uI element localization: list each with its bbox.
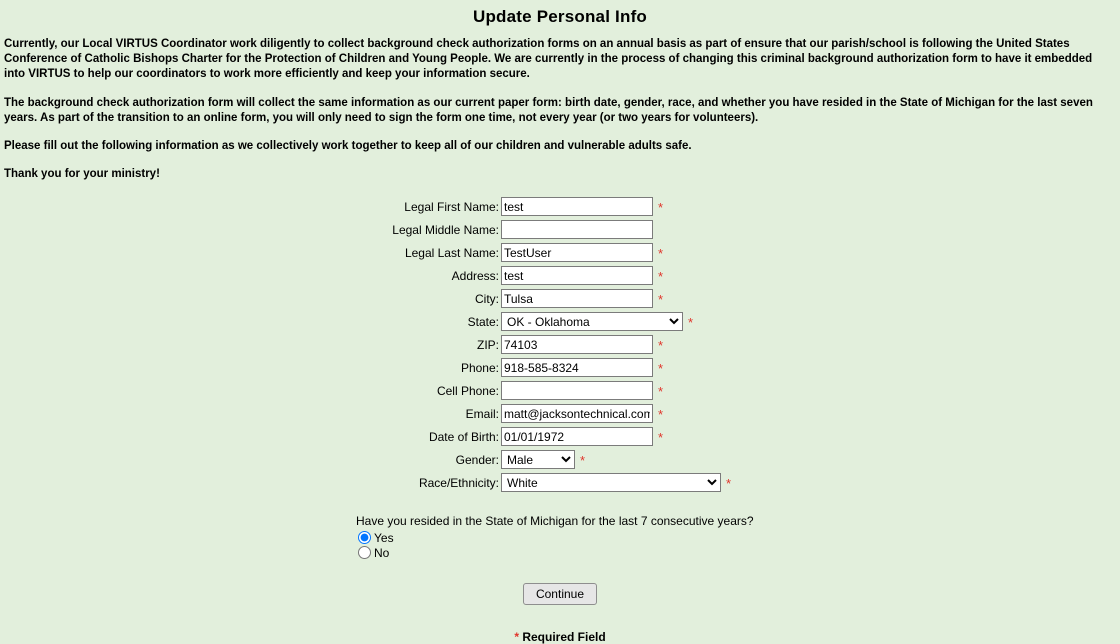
personal-info-form xyxy=(0,195,1120,494)
label-email: Email: xyxy=(465,406,499,421)
residency-radio-yes[interactable] xyxy=(358,531,371,544)
field-row-zip xyxy=(0,333,1120,356)
label-address: Address: xyxy=(451,268,499,283)
residency-radio-no[interactable] xyxy=(358,546,371,559)
required-marker: * xyxy=(658,407,664,423)
residency-option-no[interactable] xyxy=(358,545,1120,560)
cell-phone-input[interactable] xyxy=(501,381,653,400)
label-cell-phone: Cell Phone: xyxy=(436,383,499,398)
field-row-state xyxy=(0,310,1120,333)
residency-label-no[interactable]: No xyxy=(374,545,390,560)
intro-paragraph-1: Currently, our Local VIRTUS Coordinator work diligently to collect background check authorization forms on an annual basis as part of ensure that our parish/school is following the United States Conference of Catholic Bishops Charter for the Protection of Children and Young People. We are currently in the process of changing this criminal background authorization form to have it embedded into VIRTUS to help our coordinators to work more efficiently and keep your information secure. xyxy=(4,38,1093,81)
field-row-email xyxy=(0,402,1120,425)
field-row-legal-middle-name xyxy=(0,218,1120,241)
label-race-ethnicity: Race/Ethnicity: xyxy=(418,475,499,490)
intro-paragraph-2: The background check authorization form will collect the same information as our current paper form: birth date, gender, race, and whether you have resided in the State of Michigan for the last seven years. As part of the transition to an online form, you will only need to sign the form one time, not every year (or two years for volunteers). xyxy=(4,96,1093,124)
city-input[interactable] xyxy=(501,289,653,308)
required-field-text: Required Field xyxy=(522,630,606,644)
required-marker: * xyxy=(658,200,664,216)
field-row-city xyxy=(0,287,1120,310)
state-select[interactable] xyxy=(501,312,683,331)
email-input[interactable] xyxy=(501,404,653,423)
field-row-address xyxy=(0,264,1120,287)
gender-select[interactable] xyxy=(501,450,575,469)
required-marker: * xyxy=(688,315,694,331)
required-marker: * xyxy=(658,338,664,354)
phone-input[interactable] xyxy=(501,358,653,377)
label-legal-last-name: Legal Last Name: xyxy=(404,245,499,260)
required-marker: * xyxy=(658,246,664,262)
continue-button-wrap xyxy=(0,583,1120,605)
label-city: City: xyxy=(475,291,499,306)
label-legal-first-name: Legal First Name: xyxy=(404,199,499,214)
field-row-phone xyxy=(0,356,1120,379)
intro-paragraph-4: Thank you for your ministry! xyxy=(4,168,160,181)
required-marker: * xyxy=(658,361,664,377)
residency-question: Have you resided in the State of Michigan for the last 7 consecutive years? xyxy=(356,514,754,529)
required-marker: * xyxy=(726,476,732,492)
required-field-note xyxy=(0,630,1120,644)
legal-first-name-input[interactable] xyxy=(501,197,653,216)
legal-middle-name-input[interactable] xyxy=(501,220,653,239)
date-of-birth-input[interactable] xyxy=(501,427,653,446)
label-date-of-birth: Date of Birth: xyxy=(428,429,499,444)
required-marker: * xyxy=(580,453,586,469)
required-marker: * xyxy=(658,430,664,446)
label-gender: Gender: xyxy=(455,452,499,467)
required-marker: * xyxy=(658,292,664,308)
required-marker: * xyxy=(658,384,664,400)
label-zip: ZIP: xyxy=(476,337,499,352)
label-legal-middle-name: Legal Middle Name: xyxy=(392,222,499,237)
field-row-race-ethnicity xyxy=(0,471,1120,494)
field-row-gender xyxy=(0,448,1120,471)
residency-label-yes[interactable]: Yes xyxy=(374,530,394,545)
legal-last-name-input[interactable] xyxy=(501,243,653,262)
field-row-date-of-birth xyxy=(0,425,1120,448)
required-marker: * xyxy=(514,630,519,644)
continue-button[interactable]: Continue xyxy=(523,583,597,605)
label-state: State: xyxy=(467,314,499,329)
residency-question-block xyxy=(0,514,1120,560)
race-ethnicity-select[interactable] xyxy=(501,473,721,492)
label-phone: Phone: xyxy=(460,360,499,375)
field-row-cell-phone xyxy=(0,379,1120,402)
residency-option-yes[interactable] xyxy=(358,530,1120,545)
address-input[interactable] xyxy=(501,266,653,285)
field-row-legal-last-name xyxy=(0,241,1120,264)
page-title: Update Personal Info xyxy=(472,7,648,26)
field-row-legal-first-name xyxy=(0,195,1120,218)
intro-text xyxy=(0,37,1120,182)
zip-input[interactable] xyxy=(501,335,653,354)
required-marker: * xyxy=(658,269,664,285)
intro-paragraph-3: Please fill out the following information as we collectively work together to keep all of our children and vulnerable adults safe. xyxy=(4,139,692,152)
